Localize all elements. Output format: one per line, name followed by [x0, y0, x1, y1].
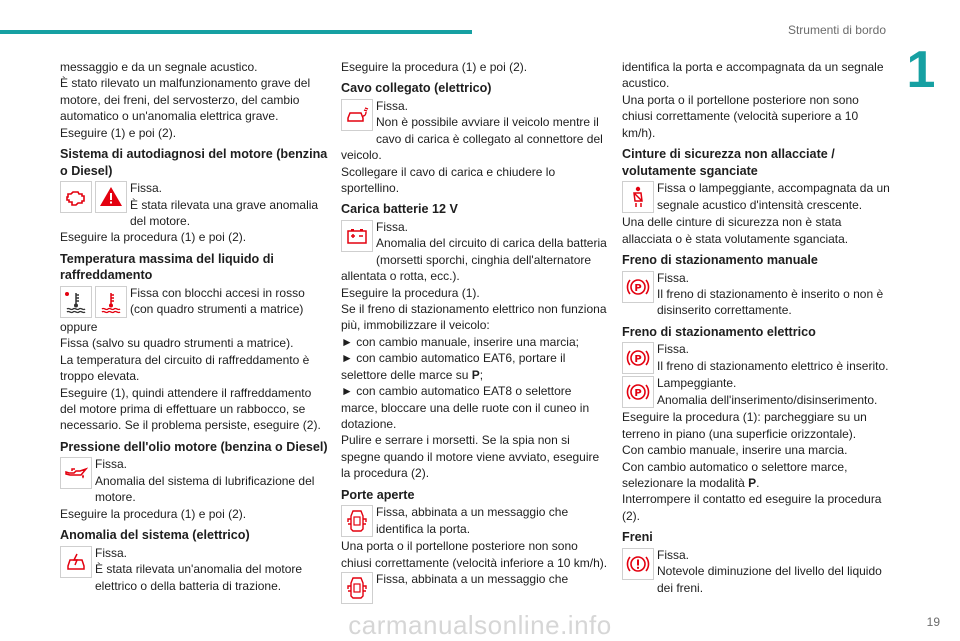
- paragraph: Eseguire (1) e poi (2).: [60, 125, 177, 140]
- svg-text:P: P: [634, 388, 642, 400]
- procedure-text: Eseguire la procedura (1): parcheggiare su un terreno in piano (una superficie orizzontale).: [622, 410, 867, 441]
- paragraph: Se il freno di stazionamento elettrico non funziona più, immobilizzare il veicolo:: [341, 302, 607, 333]
- paragraph: messaggio e da un segnale acustico.: [60, 60, 258, 74]
- light-description: È stata rilevata una grave anomalia del motore.: [130, 197, 319, 229]
- paragraph: La temperatura del circuito di raffreddamento è troppo elevata.: [60, 352, 310, 384]
- light-description: Anomalia del sistema di lubrificazione del motore.: [95, 473, 315, 505]
- section-heading: Freno di stazionamento elettrico: [622, 324, 816, 339]
- light-state: Fissa.: [376, 99, 409, 113]
- paragraph: È stato rilevato un malfunzionamento grave del motore, dei freni, del servosterzo, del cambio automatico o un'anomalia elettrica grave.: [60, 76, 311, 124]
- warning-light-row: [622, 180, 892, 214]
- brake-icon: [622, 548, 654, 580]
- section-heading: Pressione dell'olio motore (benzina o Diesel): [60, 439, 328, 454]
- engine-warning-icon: [60, 181, 92, 213]
- light-state: Fissa.: [376, 220, 409, 235]
- warning-triangle-icon: [95, 181, 127, 213]
- bullet-item: ► con cambio automatico EAT6, portare il selettore delle marce su P;: [341, 351, 566, 382]
- warning-light-row: [622, 270, 892, 319]
- paragraph: Fissa (salvo su quadro strumenti a matrice).: [60, 336, 294, 351]
- parking-brake-icon: [622, 342, 654, 374]
- light-description: Il freno di stazionamento è inserito o non è disinserito correttamente.: [657, 287, 884, 318]
- section-heading: Cinture di sicurezza non allacciate / volutamente sganciate: [622, 147, 835, 178]
- warning-light-row: [622, 341, 892, 375]
- section-heading: Temperatura massima del liquido di raffreddamento: [60, 251, 274, 283]
- warning-light-row: [341, 571, 611, 605]
- light-description: Non è possibile avviare il veicolo mentre il cavo di carica è collegato al connettore del veicolo.: [341, 115, 603, 163]
- paragraph: Pulire e serrare i morsetti. Se la spia non si spegne quando il motore viene avviato, eseguire la procedura (2).: [341, 433, 600, 481]
- light-description: Il freno di stazionamento elettrico è inserito.: [657, 358, 889, 373]
- light-description: Anomalia dell'inserimento/disinserimento.: [657, 392, 878, 407]
- warning-light-row: [622, 547, 892, 596]
- light-description: Una porta o il portellone posteriore non sono chiusi correttamente (velocità inferiore a 10 km/h).: [341, 539, 608, 570]
- warning-light-row: [341, 98, 611, 164]
- warning-light-row: [60, 545, 330, 594]
- watermark: carmanualsonline.info: [348, 610, 612, 640]
- light-state: Fissa o lampeggiante, accompagnata da un segnale acustico d'intensità crescente.: [657, 181, 890, 212]
- section-heading: Carica batterie 12 V: [341, 202, 458, 217]
- warning-light-row: [341, 504, 611, 538]
- light-description: Anomalia del circuito di carica della batteria (morsetti sporchi, cinghia dell'alternatore allentata o rotta, ecc.).: [341, 236, 607, 284]
- parking-brake-icon: [622, 271, 654, 303]
- column-1: [60, 59, 330, 594]
- door-open-icon: [341, 572, 373, 604]
- warning-light-row: [60, 456, 330, 505]
- light-state: Fissa con blocchi accesi in rosso (con quadro strumenti a matrice): [130, 286, 305, 317]
- light-state: Fissa, abbinata a un messaggio che: [376, 571, 569, 586]
- procedure-text: Eseguire la procedura (1) e poi (2).: [60, 506, 247, 521]
- section-heading: Freno di stazionamento manuale: [622, 253, 818, 268]
- procedure-text: Eseguire la procedura (1) e poi (2).: [60, 230, 247, 245]
- coolant-temperature-icon: [95, 286, 127, 318]
- light-description: Notevole diminuzione del livello del liquido dei freni.: [657, 564, 882, 595]
- battery-icon: [341, 220, 373, 252]
- chapter-number: 1: [906, 41, 936, 99]
- section-heading: Freni: [622, 530, 653, 545]
- bullet-item: ► con cambio manuale, inserire una marcia;: [341, 334, 579, 349]
- section-heading: Cavo collegato (elettrico): [341, 81, 492, 96]
- light-state: Lampeggiante.: [657, 376, 737, 391]
- section-heading: Anomalia del sistema (elettrico): [60, 528, 250, 543]
- warning-light-row: [60, 180, 330, 229]
- procedure-text: Eseguire la procedura (1) e poi (2).: [341, 60, 528, 74]
- column-2: [341, 59, 611, 605]
- procedure-text: Eseguire la procedura (1).: [341, 285, 480, 300]
- warning-light-row: [341, 219, 611, 285]
- light-state: Fissa.: [95, 457, 128, 472]
- section-heading: Porte aperte: [341, 487, 415, 502]
- paragraph: Con cambio automatico o selettore marce, selezionare la modalità P.: [622, 459, 848, 491]
- procedure-text: Eseguire (1), quindi attendere il raffreddamento del motore prima di effettuare un rabbocco, se necessario. Se il problema persiste, eseguire (2).: [60, 385, 321, 433]
- door-open-icon: [341, 505, 373, 537]
- coolant-temperature-icon: [60, 286, 92, 318]
- light-state: Fissa.: [95, 545, 128, 560]
- section-heading: Sistema di autodiagnosi del motore (benzina o Diesel): [60, 147, 328, 178]
- light-state: Fissa.: [130, 181, 163, 196]
- svg-text:P: P: [634, 282, 642, 294]
- paragraph: identifica la porta e accompagnata da un segnale acustico.: [622, 60, 884, 91]
- electric-system-fault-icon: [60, 546, 92, 578]
- page-number: 19: [926, 615, 940, 629]
- oil-pressure-icon: [60, 457, 92, 489]
- charging-cable-icon: [341, 99, 373, 131]
- procedure-text: Scollegare il cavo di carica e chiudere lo sportellino.: [341, 164, 556, 196]
- paragraph: Una porta o il portellone posteriore non sono chiusi correttamente (velocità superiore a 10 km/h).: [622, 92, 859, 140]
- column-3: [622, 59, 892, 596]
- light-state: Fissa.: [657, 342, 690, 357]
- header-accent-bar: [0, 30, 472, 34]
- light-description: Una delle cinture di sicurezza non è stata allacciata o è stata volutamente sganciata.: [622, 215, 849, 246]
- light-description: È stata rilevata un'anomalia del motore elettrico o della batteria di trazione.: [95, 562, 303, 593]
- warning-light-row: [60, 285, 330, 319]
- seatbelt-icon: [622, 181, 654, 213]
- bullet-item: ► con cambio automatico EAT8 o selettore marce, bloccare una delle ruote con il cuneo in dotazione.: [341, 384, 590, 431]
- header-title: Strumenti di bordo: [787, 23, 886, 37]
- paragraph: Con cambio manuale, inserire una marcia.: [622, 443, 848, 458]
- light-state: Fissa.: [657, 547, 690, 562]
- paragraph: oppure: [60, 320, 98, 335]
- light-state: Fissa.: [657, 270, 690, 285]
- parking-brake-icon: [622, 376, 654, 408]
- light-state: Fissa, abbinata a un messaggio che identifica la porta.: [376, 505, 569, 536]
- procedure-text: Interrompere il contatto ed eseguire la procedura (2).: [622, 492, 882, 523]
- warning-light-row: [622, 375, 892, 409]
- svg-text:P: P: [634, 354, 642, 366]
